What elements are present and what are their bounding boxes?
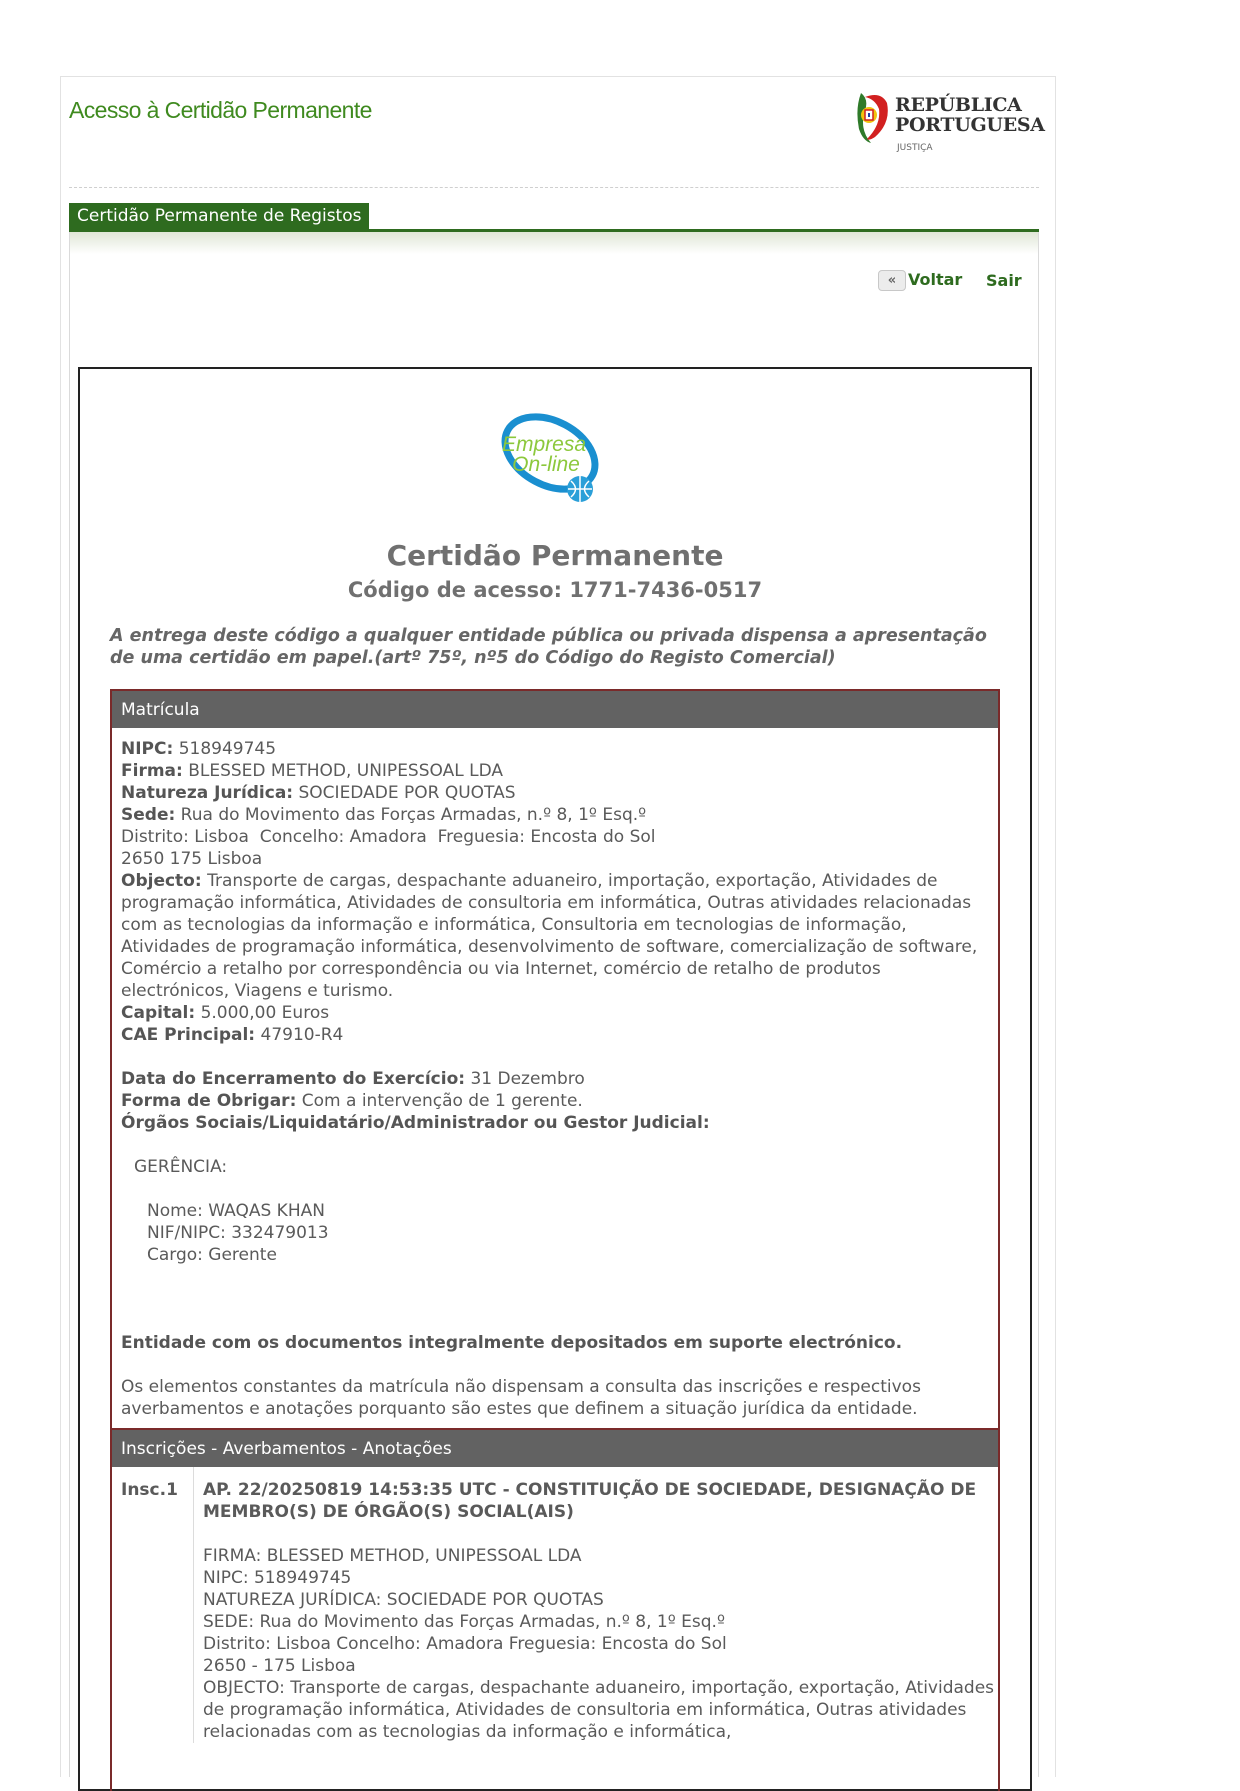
back-button[interactable] (878, 270, 962, 291)
inscricao-firma: FIRMA: BLESSED METHOD, UNIPESSOAL LDA (203, 1546, 582, 1566)
inscricao-natureza: NATUREZA JURÍDICA: SOCIEDADE POR QUOTAS (203, 1590, 604, 1610)
exercicio-row (121, 1068, 989, 1090)
portugal-emblem-icon (851, 89, 891, 145)
access-code: Código de acesso: 1771-7436-0517 (347, 578, 763, 602)
certificate-note: A entrega deste código a qualquer entidade pública ou privada dispensa a apresentação de uma certidão em papel.(artº 75º, nº5 do Código do Registo Comercial) (110, 626, 987, 668)
header-divider (69, 187, 1039, 188)
sede-line-3: 2650 175 Lisboa (121, 849, 263, 869)
gov-line-1: REPÚBLICA (895, 94, 1022, 116)
inscricao-nipc: NIPC: 518949745 (203, 1568, 352, 1588)
logo-line-1: Empresa (501, 433, 587, 456)
cae-value: 47910-R4 (255, 1025, 344, 1045)
gov-line-2: PORTUGUESA (895, 114, 1045, 136)
spacer (121, 1310, 989, 1332)
gov-name (895, 95, 1045, 135)
exercicio-value: 31 Dezembro (465, 1069, 585, 1089)
site-title: Acesso à Certidão Permanente (69, 97, 372, 123)
tab-certidao-permanente[interactable]: Certidão Permanente de Registos (69, 203, 369, 229)
inscricao-row (112, 1467, 998, 1743)
certificate-title: Certidão Permanente (386, 539, 724, 572)
firma-value: BLESSED METHOD, UNIPESSOAL LDA (182, 761, 503, 781)
capital-value: 5.000,00 Euros (195, 1003, 330, 1023)
spacer (121, 1178, 989, 1200)
spacer (121, 1046, 989, 1068)
spacer (121, 1134, 989, 1156)
spacer (121, 1354, 989, 1376)
gerente-nome: Nome: WAQAS KHAN (147, 1201, 325, 1221)
inscricao-distrito: Distrito: Lisboa Concelho: Amadora Freguesia: Encosta do Sol (203, 1634, 727, 1654)
cae-label: CAE Principal: (121, 1025, 256, 1045)
inscricao-objecto: OBJECTO: Transporte de cargas, despachante aduaneiro, importação, exportação, Atividades de programação informática, Atividades de consultoria em informática, Outras atividades relacionadas com as tecnologias da informação e informática, (203, 1678, 995, 1742)
natureza-row (121, 782, 989, 804)
inscricoes-header: Inscrições - Averbamentos - Anotações (112, 1428, 998, 1467)
inscricao-cp: 2650 - 175 Lisboa (203, 1656, 356, 1676)
orgaos-row (121, 1112, 989, 1134)
spacer (121, 1266, 989, 1288)
inscricao-number: Insc.1 (112, 1467, 194, 1743)
deposit-note (121, 1332, 989, 1354)
back-chevron-icon: « (878, 270, 906, 291)
matricula-body (112, 728, 998, 1428)
firma-row (121, 760, 989, 782)
exit-link[interactable]: Sair (986, 271, 1022, 290)
inscricao-title: AP. 22/20250819 14:53:35 UTC - CONSTITUIÇÃO DE SOCIEDADE, DESIGNAÇÃO DE MEMBRO(S) DE ÓRGÃO(S) SOCIAL(AIS) (203, 1480, 977, 1522)
sede-line-2: Distrito: Lisboa Concelho: Amadora Freguesia: Encosta do Sol (121, 827, 656, 847)
natureza-label: Natureza Jurídica: (121, 783, 294, 803)
obrigar-value: Com a intervenção de 1 gerente. (296, 1091, 583, 1111)
deposit-note-text: Entidade com os documentos integralmente depositados em suporte electrónico. (121, 1333, 903, 1353)
gerencia-label: GERÊNCIA: (134, 1157, 228, 1177)
inscricao-content (194, 1467, 998, 1743)
obrigar-row (121, 1090, 989, 1112)
empresa-online-logo (494, 401, 604, 511)
matricula-box (110, 689, 1000, 1791)
exercicio-label: Data do Encerramento do Exercício: (121, 1069, 466, 1089)
obrigar-label: Forma de Obrigar: (121, 1091, 297, 1111)
back-label: Voltar (908, 270, 963, 289)
nipc-value: 518949745 (173, 739, 277, 759)
objecto-value: Transporte de cargas, despachante aduaneiro, importação, exportação, Atividades de programação informática, Atividades de consultoria em informática, Outras atividades relacionadas com as tecnologias da informação e informática, Consultoria em tecnologias de informação, Atividades de programação informática, desenvolvimento de software, comercialização de software, Comércio a retalho por correspondência ou via Internet, comércio de retalho de produtos electrónicos, Viagens e turismo. (121, 871, 978, 1001)
orgaos-label: Órgãos Sociais/Liquidatário/Administrador ou Gestor Judicial: (121, 1113, 710, 1133)
objecto-row (121, 870, 989, 1002)
republica-portuguesa-logo (851, 89, 1045, 159)
matricula-header: Matrícula (112, 691, 998, 728)
nipc-row (121, 738, 989, 760)
gerente-cargo: Cargo: Gerente (147, 1245, 277, 1265)
firma-label: Firma: (121, 761, 183, 781)
cae-row (121, 1024, 989, 1046)
objecto-label: Objecto: (121, 871, 202, 891)
page-frame (60, 76, 1056, 1777)
certificate-document (78, 367, 1032, 1791)
inscricao-sede: SEDE: Rua do Movimento das Forças Armadas, n.º 8, 1º Esq.º (203, 1612, 725, 1632)
spacer (203, 1523, 998, 1545)
nipc-label: NIPC: (121, 739, 174, 759)
capital-row (121, 1002, 989, 1024)
natureza-value: SOCIEDADE POR QUOTAS (293, 783, 516, 803)
sede-value: Rua do Movimento das Forças Armadas, n.º 8, 1º Esq.º (175, 805, 647, 825)
logo-line-2: On-line (512, 453, 580, 476)
spacer (121, 1288, 989, 1310)
content-area (69, 232, 1039, 1777)
sede-label: Sede: (121, 805, 176, 825)
capital-label: Capital: (121, 1003, 196, 1023)
gov-ministry: JUSTIÇA (897, 143, 933, 153)
gerente-nif: NIF/NIPC: 332479013 (147, 1223, 329, 1243)
matricula-disclaimer: Os elementos constantes da matrícula não dispensam a consulta das inscrições e respectivos averbamentos e anotações porquanto são estes que definem a situação jurídica da entidade. (121, 1377, 921, 1419)
sede-row (121, 804, 989, 826)
